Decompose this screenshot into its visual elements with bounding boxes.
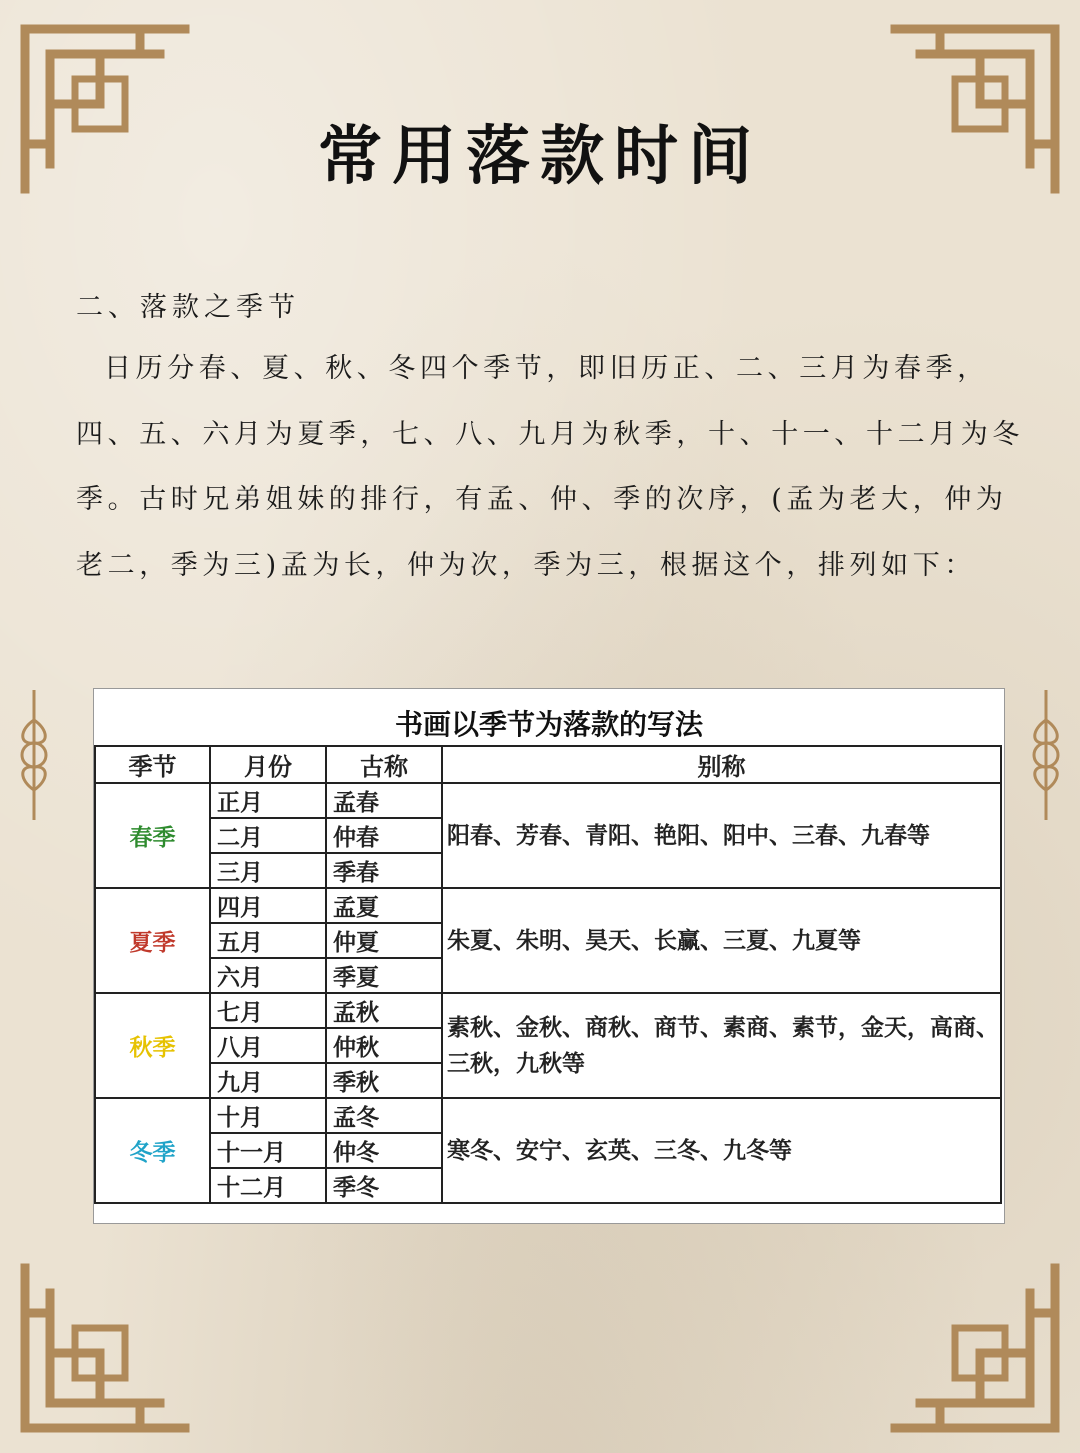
header-ancient-name: 古称 <box>326 746 442 783</box>
header-season: 季节 <box>95 746 210 783</box>
ancient-name-cell: 季春 <box>326 853 442 888</box>
ancient-name-cell: 仲冬 <box>326 1133 442 1168</box>
ancient-name-cell: 仲秋 <box>326 1028 442 1063</box>
month-cell: 二月 <box>210 818 326 853</box>
table-header-row <box>95 746 1001 783</box>
month-cell: 正月 <box>210 783 326 818</box>
ancient-name-cell: 季冬 <box>326 1168 442 1203</box>
ancient-name-cell: 季夏 <box>326 958 442 993</box>
month-cell: 十月 <box>210 1098 326 1133</box>
table-row <box>95 783 1001 818</box>
ancient-name-cell: 季秋 <box>326 1063 442 1098</box>
month-cell: 七月 <box>210 993 326 1028</box>
month-cell: 八月 <box>210 1028 326 1063</box>
table-title: 书画以季节为落款的写法 <box>394 708 703 741</box>
ancient-name-cell: 仲夏 <box>326 923 442 958</box>
month-cell: 五月 <box>210 923 326 958</box>
table-row <box>95 888 1001 923</box>
month-cell: 十二月 <box>210 1168 326 1203</box>
ancient-name-cell: 仲春 <box>326 818 442 853</box>
month-cell: 三月 <box>210 853 326 888</box>
page-title: 常用落款时间 <box>318 120 762 194</box>
ancient-name-cell: 孟秋 <box>326 993 442 1028</box>
corner-ornament-bottom-left <box>10 1253 200 1443</box>
ancient-name-cell: 孟春 <box>326 783 442 818</box>
body-paragraph: 日历分春、夏、秋、冬四个季节，即旧历正、二、三月为春季，四、五、六月为夏季，七、八、九月为秋季，十、十一、十二月为冬季。古时兄弟姐妹的排行，有孟、仲、季的次序，(孟为老大，仲为老二，季为三)孟为长，仲为次，季为三，根据这个，排列如下： <box>76 353 1024 581</box>
alias-cell-summer: 朱夏、朱明、昊天、长赢、三夏、九夏等 <box>442 888 1001 993</box>
season-cell-spring: 春季 <box>95 783 210 888</box>
month-cell: 六月 <box>210 958 326 993</box>
section-heading: 二、落款之季节 <box>76 292 300 323</box>
season-table <box>94 745 1002 1204</box>
header-month: 月份 <box>210 746 326 783</box>
side-ornament-right <box>1026 690 1066 820</box>
season-cell-autumn: 秋季 <box>95 993 210 1098</box>
header-alias: 别称 <box>442 746 1001 783</box>
alias-cell-spring: 阳春、芳春、青阳、艳阳、阳中、三春、九春等 <box>442 783 1001 888</box>
table-row <box>95 1098 1001 1133</box>
season-table-card <box>93 688 1005 1224</box>
table-row <box>95 993 1001 1028</box>
month-cell: 十一月 <box>210 1133 326 1168</box>
corner-ornament-bottom-right <box>880 1253 1070 1443</box>
alias-cell-autumn: 素秋、金秋、商秋、商节、素商、素节，金天，高商、三秋，九秋等 <box>442 993 1001 1098</box>
season-cell-winter: 冬季 <box>95 1098 210 1203</box>
ancient-name-cell: 孟冬 <box>326 1098 442 1133</box>
month-cell: 四月 <box>210 888 326 923</box>
ancient-name-cell: 孟夏 <box>326 888 442 923</box>
month-cell: 九月 <box>210 1063 326 1098</box>
side-ornament-left <box>14 690 54 820</box>
alias-cell-winter: 寒冬、安宁、玄英、三冬、九冬等 <box>442 1098 1001 1203</box>
season-cell-summer: 夏季 <box>95 888 210 993</box>
